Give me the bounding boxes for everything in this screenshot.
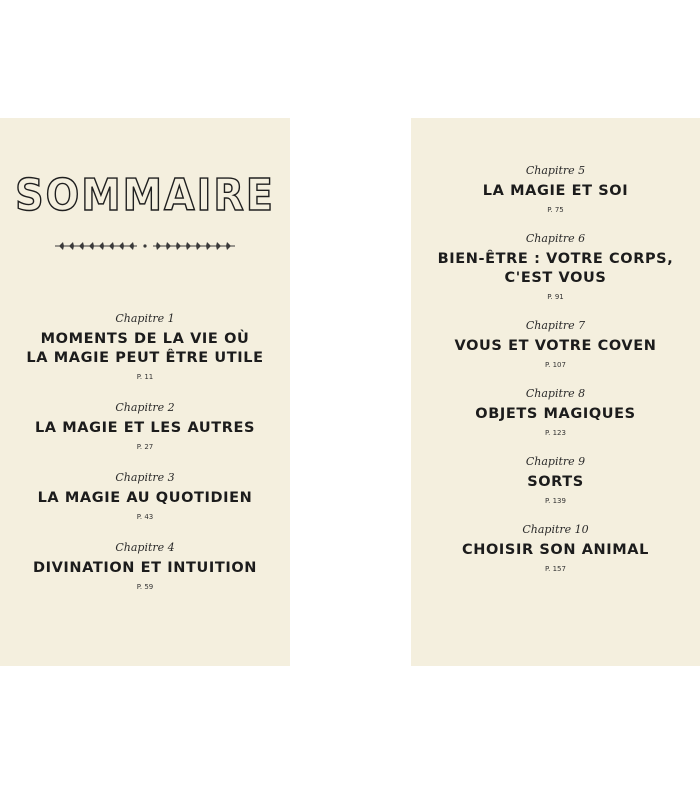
chapter-label: Chapitre 4 [115, 541, 175, 554]
chapter-label: Chapitre 5 [525, 164, 586, 177]
table-of-contents-right [411, 164, 700, 574]
chapter-page-number: P. 139 [545, 497, 566, 505]
chapter-page-number: P. 107 [545, 361, 566, 369]
chapter-label: Chapitre 7 [525, 319, 586, 332]
chapter-page-number: P. 11 [136, 373, 154, 381]
toc-entry [411, 164, 700, 215]
chapter-title-line: OBJETS MAGIQUES [475, 406, 636, 422]
chapter-title-line: MOMENTS DE LA VIE OÙ [40, 331, 250, 347]
chapter-title-line: C'EST VOUS [504, 270, 607, 286]
toc-entry [0, 471, 290, 522]
chapter-page-number: P. 59 [136, 583, 154, 591]
chapter-title-line: DIVINATION ET INTUITION [32, 560, 258, 576]
chapter-page-number: P. 91 [547, 293, 564, 301]
toc-entry [411, 387, 700, 438]
page-title: SOMMAIRE [15, 170, 275, 221]
chapter-label: Chapitre 1 [115, 312, 175, 325]
chapter-title [411, 182, 700, 201]
chapter-title-line: LA MAGIE ET LES AUTRES [34, 420, 256, 436]
left-page [0, 118, 290, 666]
chapter-label: Chapitre 2 [115, 401, 175, 414]
toc-entry [0, 401, 290, 452]
chapter-title [411, 541, 700, 560]
toc-entry [0, 312, 290, 382]
chapter-title [411, 337, 700, 356]
chapter-page-number: P. 75 [547, 206, 564, 214]
chapter-title [0, 489, 290, 508]
chapter-title-line: LA MAGIE PEUT ÊTRE UTILE [26, 350, 264, 366]
chapter-title [0, 330, 290, 368]
chapter-label: Chapitre 9 [525, 455, 586, 468]
chapter-title-line: LA MAGIE AU QUOTIDIEN [37, 490, 253, 506]
chapter-title-line: SORTS [527, 474, 584, 490]
chapter-title-line: BIEN-ÊTRE : VOTRE CORPS, [437, 251, 674, 267]
chapter-page-number: P. 43 [136, 513, 154, 521]
chapter-page-number: P. 123 [545, 429, 566, 437]
chapter-title [411, 250, 700, 288]
chapter-label: Chapitre 8 [525, 387, 586, 400]
leaf-divider-ornament [55, 240, 235, 252]
chapter-title-line: CHOISIR SON ANIMAL [462, 542, 649, 558]
chapter-page-number: P. 27 [136, 443, 154, 451]
chapter-title [0, 419, 290, 438]
chapter-title [411, 405, 700, 424]
chapter-title-line: VOUS ET VOTRE COVEN [454, 338, 657, 354]
toc-entry [411, 319, 700, 370]
chapter-label: Chapitre 3 [115, 471, 175, 484]
toc-entry [0, 541, 290, 592]
chapter-label: Chapitre 10 [522, 523, 589, 536]
right-page [411, 118, 700, 666]
toc-entry [411, 232, 700, 302]
chapter-title-line: LA MAGIE ET SOI [482, 183, 629, 199]
toc-entry [411, 523, 700, 574]
chapter-label: Chapitre 6 [525, 232, 586, 245]
chapter-page-number: P. 157 [545, 565, 566, 573]
table-of-contents-left [0, 312, 290, 592]
toc-entry [411, 455, 700, 506]
chapter-title [411, 473, 700, 492]
chapter-title [0, 559, 290, 578]
